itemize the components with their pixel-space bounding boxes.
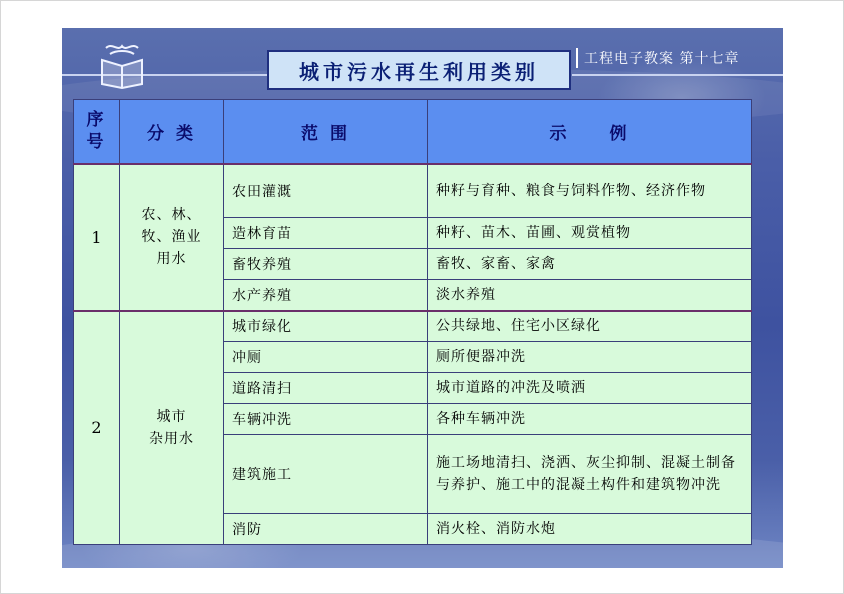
group-number: 1 <box>74 164 120 311</box>
header-rule-right <box>572 74 783 76</box>
example-cell: 公共绿地、住宅小区绿化 <box>428 311 752 342</box>
col-header-example: 示 例 <box>428 100 752 164</box>
col-header-scope: 范 围 <box>224 100 428 164</box>
scope-cell: 水产养殖 <box>224 280 428 311</box>
book-logo-icon <box>96 40 148 90</box>
example-cell: 淡水养殖 <box>428 280 752 311</box>
group-category: 农、林、 牧、渔业 用水 <box>120 164 224 311</box>
group-category: 城市 杂用水 <box>120 311 224 545</box>
example-cell: 种籽、苗木、苗圃、观赏植物 <box>428 218 752 249</box>
table-header-row <box>74 100 752 164</box>
scope-cell: 冲厕 <box>224 342 428 373</box>
scope-cell: 造林育苗 <box>224 218 428 249</box>
course-chapter-label: 工程电子教案 第十七章 <box>576 48 739 68</box>
table-row <box>74 164 752 218</box>
reuse-category-table <box>73 99 752 545</box>
header-rule-left <box>62 74 267 76</box>
table-row <box>74 311 752 342</box>
example-cell: 消火栓、消防水炮 <box>428 514 752 545</box>
slide-title: 城市污水再生利用类别 <box>267 50 571 90</box>
example-cell: 城市道路的冲洗及喷洒 <box>428 373 752 404</box>
example-cell: 施工场地清扫、浇洒、灰尘抑制、混凝土制备与养护、施工中的混凝土构件和建筑物冲洗 <box>428 435 752 514</box>
group-number: 2 <box>74 311 120 545</box>
scope-cell: 畜牧养殖 <box>224 249 428 280</box>
example-cell: 种籽与育种、粮食与饲料作物、经济作物 <box>428 164 752 218</box>
scope-cell: 建筑施工 <box>224 435 428 514</box>
scope-cell: 车辆冲洗 <box>224 404 428 435</box>
example-cell: 厕所便器冲洗 <box>428 342 752 373</box>
scope-cell: 城市绿化 <box>224 311 428 342</box>
scope-cell: 道路清扫 <box>224 373 428 404</box>
example-cell: 畜牧、家畜、家禽 <box>428 249 752 280</box>
slide <box>62 28 783 568</box>
col-header-category: 分 类 <box>120 100 224 164</box>
scope-cell: 农田灌溉 <box>224 164 428 218</box>
col-header-number: 序 号 <box>74 100 120 164</box>
example-cell: 各种车辆冲洗 <box>428 404 752 435</box>
scope-cell: 消防 <box>224 514 428 545</box>
